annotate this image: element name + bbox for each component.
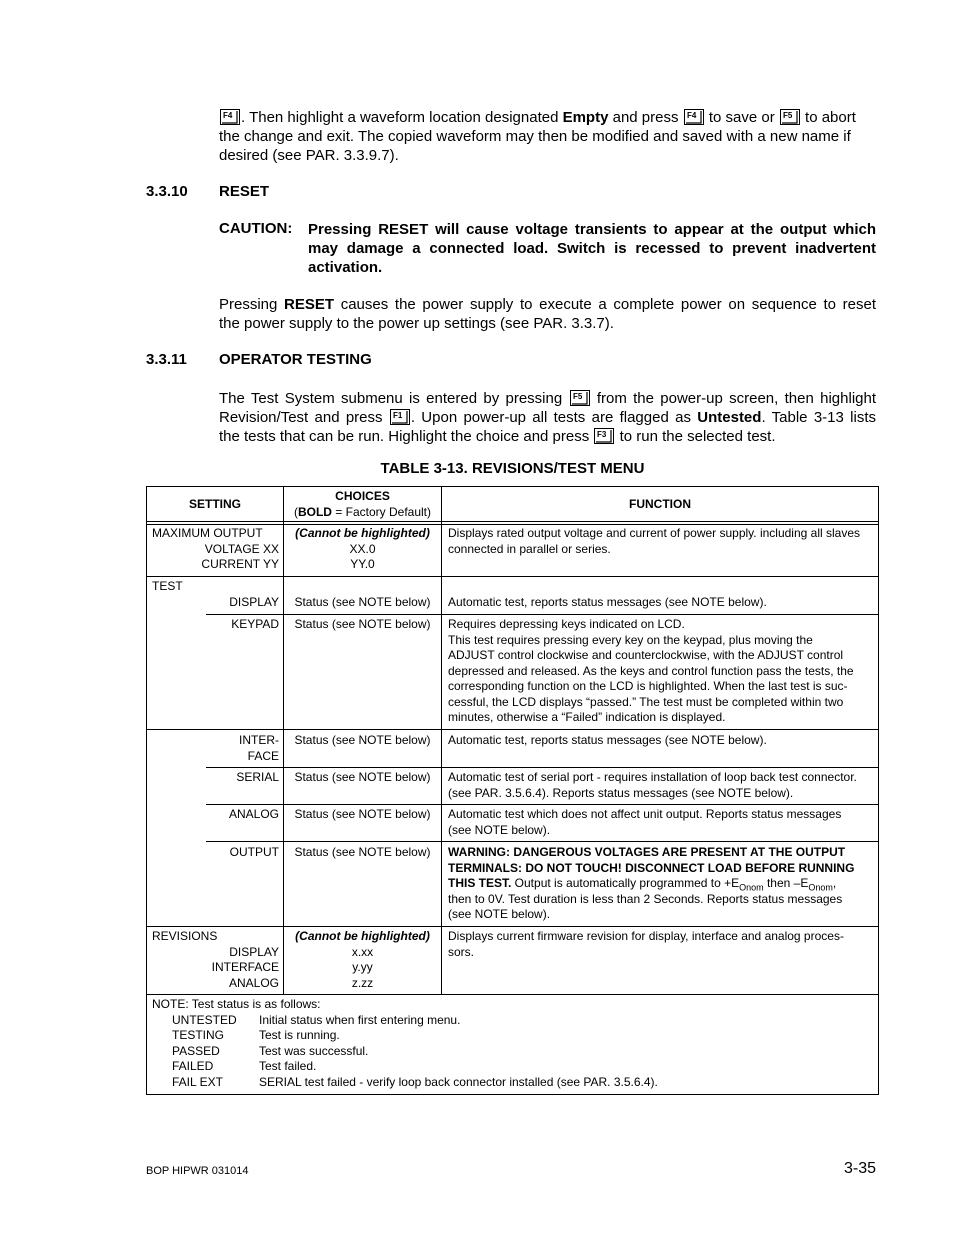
- svg-text:F1: F1: [392, 411, 403, 420]
- svg-text:F5: F5: [572, 392, 582, 401]
- f5-key-icon: [570, 390, 590, 406]
- table-row-keypad: KEYPAD: [231, 617, 279, 631]
- intro-line-3: desired (see PAR. 3.3.9.7).: [219, 147, 399, 164]
- table-row-interface: INTER- FACE: [239, 733, 279, 763]
- table-row-serial: SERIAL: [236, 770, 279, 784]
- header-choices: CHOICES (BOLD = Factory Default): [293, 489, 432, 519]
- f4-key-icon: [220, 109, 240, 125]
- svg-text:F4: F4: [686, 111, 696, 120]
- note-row: PASSED Test was successful.: [172, 1043, 369, 1058]
- section-number-reset: 3.3.10: [146, 183, 188, 200]
- table-row-analog: ANALOG: [228, 807, 279, 821]
- header-function: FUNCTION: [629, 497, 691, 511]
- caution-label: CAUTION:: [219, 220, 293, 237]
- note-row: UNTESTED Initial status when first entering menu.: [172, 1012, 461, 1027]
- table-row-output: OUTPUT: [229, 845, 279, 859]
- table-row-revisions: REVISIONS DISPLAY INTERFACE ANALOG: [152, 929, 279, 990]
- caution-text: Pressing RESET will cause voltage transients to appear at the output which may damage a connected load. Switch is recessed to prevent inadvertent activation.: [308, 221, 876, 276]
- intro-paragraph: [219, 108, 876, 165]
- footer-doc-id: BOP HIPWR 031014: [146, 1165, 249, 1177]
- f3-key-icon: [594, 428, 614, 444]
- table-row-test: TEST: [152, 579, 183, 593]
- f1-key-icon: [390, 409, 410, 425]
- note-row: TESTING Test is running.: [172, 1028, 340, 1042]
- output-warning: WARNING: DANGEROUS VOLTAGES ARE PRESENT AT THE OUTPUT TERMINALS: DO NOT TOUCH! DISCONNECT LOAD BEFORE RUNNING THIS TEST. Output is automatically programmed to $+E_{Onom}$ then $-E_{Onom}$, then to 0V. Test duration is less than 2 Seconds. Reports status messages (see NOTE below).: [448, 845, 855, 921]
- f5-key-icon: [780, 109, 800, 125]
- svg-text:F5: F5: [782, 111, 793, 120]
- f4-key-icon: [684, 109, 704, 125]
- svg-text:F3: F3: [597, 430, 607, 439]
- footer-page-number: 3-35: [843, 1160, 876, 1177]
- table-row-display: DISPLAY: [229, 595, 279, 609]
- section-title-operator-testing: OPERATOR TESTING: [219, 351, 372, 368]
- note-row: FAILED Test failed.: [172, 1059, 317, 1073]
- reset-paragraph: Pressing RESET causes the power supply to execute a complete power on sequence to reset the power supply to the power up settings (see PAR. 3.3.7).: [219, 296, 876, 332]
- header-setting: SETTING: [188, 497, 241, 511]
- table-note: NOTE: Test status is as follows: UNTESTED Initial status when first entering menu. TESTING Test is running. PASSED Test was successful. FAILED Test failed. FAIL EXT SERIAL test failed - verify loop back connector installed (see PAR. 3.5.6.4).: [152, 997, 872, 1090]
- section-number-operator-testing: 3.3.11: [146, 351, 187, 368]
- table-row-maximum-output: MAXIMUM OUTPUT VOLTAGE XX CURRENT YY: [152, 526, 279, 571]
- intro-line-1: F4 . Then highlight a waveform location designated Empty and press F4 to save or F5 to abort: [219, 108, 876, 127]
- revisions-test-table: SETTING CHOICES (BOLD = Factory Default) FUNCTION MAXIMUM OUTPUT VOLTAGE XX CURRENT YY (Cannot be highlighted) XX.0 YY.0 Displays rated output voltage and current of power supply. including all slaves connected in parallel or series. TEST DISPLAY Status (see NOTE below) Automatic test, reports status messages (see NOTE below). KEYPAD Status (see NOTE below) Requires depressing keys indicated on LCD. This test requires pressing every key on the keypad, plus moving the ADJUST control clockwise and counterclockwise, with the ADJUST control depressed and released. As the keys and control function pass the tests, the corresponding function on the LCD is highlighted. When the last test is suc- cessful, the LCD displays “passed.” The test must be completed within two minutes, otherwise a “Failed” indication is displayed. INTER- FACE Status (see NOTE below) Automatic test, reports status messages (see NOTE below). SERIAL Status (see NOTE below) Automatic test of serial port - requires installation of loop back test connector. (see PAR. 3.5.6.4). Reports status messages (see NOTE below). ANALOG Status (see NOTE below) Automatic test which does not affect unit output. Reports status messages (see NOTE below). OUTPUT Status (see NOTE below) WARNING: DANGEROUS VOLTAGES ARE PRESENT AT THE OUTPUT TERMINALS: DO NOT TOUCH! DISCONNECT LOAD BEFORE RUNNING THIS TEST. Output is automatically programmed to $+E_{Onom}$ then $-E_{Onom}$, then to 0V. Test duration is less than 2 Seconds. Reports status messages (see NOTE below). REVISIONS DISPLAY INTERFACE ANALOG (Cannot be highlighted) x.xx y.yy z.zz Displays current firmware revision for display, interface and analog proces- sors. NOTE: Test status is as follows: UNTESTED Initial status when first entering menu. TESTING Test is running. PASSED Test was successful. FAILED Test failed. FAIL EXT SERIAL test failed - verify loop back connector installed (see PAR. 3.5.6.4).: [146, 486, 879, 1095]
- note-row: FAIL EXT SERIAL test failed - verify loop back connector installed (see PAR. 3.5.6.4).: [172, 1074, 658, 1089]
- svg-text:F4: F4: [223, 111, 233, 120]
- operator-testing-paragraph: The Test System submenu is entered by pressing F5 from the power-up screen, then highlight Revision/Test and press F1 . Upon power-up all tests are flagged as Untested. Table 3-13 lists the tests that can be run. Highlight the choice and press F3 to run the selected test.: [219, 390, 877, 445]
- table-title: TABLE 3-13. REVISIONS/TEST MENU: [380, 460, 645, 477]
- section-title-reset: RESET: [219, 183, 270, 200]
- intro-line-2: the change and exit. The copied waveform may then be modified and saved with a new name if: [219, 128, 851, 145]
